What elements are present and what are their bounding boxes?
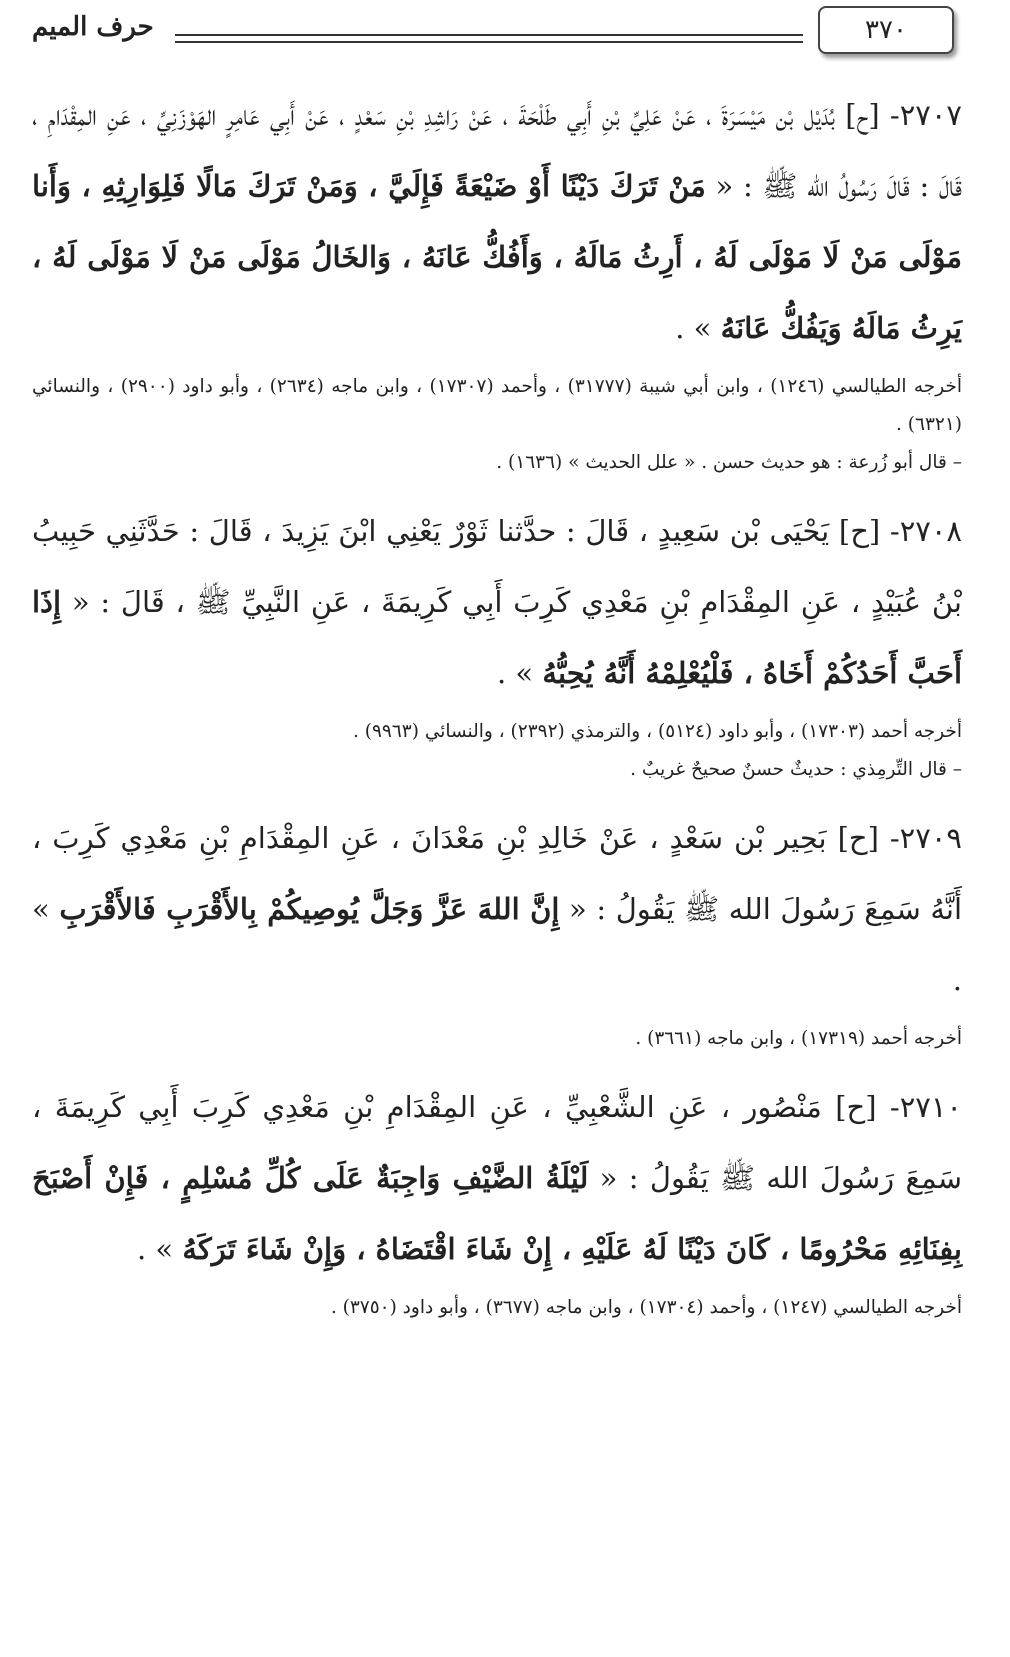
- hadith-end: » .: [675, 311, 712, 345]
- grading-note: – قال التِّرمِذي : حديثٌ حسنٌ صحيحٌ غريبٌ .: [630, 759, 962, 780]
- hadith-matn: لَيْلَةُ الضَّيْفِ وَاجِبَةٌ عَلَى كُلِّ مُسْلِمٍ ، فَإِنْ أَصْبَحَ بِفِنَائِهِ مَحْرُومًا ، كَانَ دَيْنًا لَهُ عَلَيْهِ ، إِنْ شَاءَ اقْتَضَاهُ ، وَإِنْ شَاءَ تَرَكَهُ: [32, 1161, 962, 1266]
- hadith-number: ٢٧٠٨- [ح]: [838, 514, 962, 548]
- hadith-number: ٢٧٠٧- [ح]: [845, 98, 962, 132]
- hadith-text: [32, 496, 962, 709]
- chapter-title: حرف الميم: [32, 12, 154, 42]
- header-rule-top: [175, 34, 803, 36]
- hadith-isnad: يَحْيَى بْن سَعِيدٍ ، قَالَ : حدَّثنا ثَوْرٌ يَعْنِي ابْنَ يَزِيدَ ، قَالَ : حَدَّثَنِي حَبِيبُ بْنُ عُبَيْدٍ ، عَنِ المِقْدَامِ بْنِ مَعْدِي كَرِبَ أَبِي كَرِيمَةَ ، عَنِ النَّبِيِّ ﷺ ، قَالَ : «: [32, 514, 963, 619]
- takhrij: أخرجه أحمد (١٧٣٠٣) ، وأبو داود (٥١٢٤) ، والترمذي (٢٣٩٢) ، والنسائي (٩٩٦٣) .: [352, 721, 962, 742]
- hadith-text: [32, 1072, 962, 1285]
- hadith-entry: [32, 496, 962, 789]
- page-body: [32, 80, 962, 1341]
- hadith-entry: [32, 1072, 962, 1327]
- page-header: [0, 0, 1010, 62]
- hadith-entry: [32, 80, 962, 482]
- hadith-text: [32, 80, 962, 364]
- hadith-matn: إِنَّ اللهَ عَزَّ وَجَلَّ يُوصِيكُمْ بِالأَقْرَبِ فَالأَقْرَبِ: [59, 892, 560, 926]
- hadith-end: » .: [496, 656, 534, 690]
- hadith-matn: إِذَا أَحَبَّ أَحَدُكُمْ أَخَاهُ ، فَلْيُعْلِمْهُ أَنَّهُ يُحِبُّهُ: [32, 585, 962, 690]
- hadith-matn: مَنْ تَرَكَ دَيْنًا أَوْ ضَيْعَةً فَإِلَيَّ ، وَمَنْ تَرَكَ مَالًا فَلِوَارِثِهِ ، وَأَنا مَوْلَى مَنْ لَا مَوْلَى لَهُ ، أَرِثُ مَالَهُ ، وَأَفُكُّ عَانَهُ ، وَالخَالُ مَوْلَى مَنْ لَا مَوْلَى لَهُ ، يَرِثُ مَالَهُ وَيَفُكُّ عَانَهُ: [32, 169, 962, 345]
- hadith-number: ٢٧٠٩- [ح]: [837, 821, 962, 855]
- hadith-entry: [32, 803, 962, 1058]
- takhrij: أخرجه الطيالسي (١٢٤٧) ، وأحمد (١٧٣٠٤) ، وابن ماجه (٣٦٧٧) ، وأبو داود (٣٧٥٠) .: [330, 1297, 962, 1318]
- header-rule-bottom: [175, 41, 803, 43]
- takhrij: أخرجه أحمد (١٧٣١٩) ، وابن ماجه (٣٦٦١) .: [635, 1028, 962, 1049]
- takhrij: أخرجه الطيالسي (١٢٤٦) ، وابن أبي شيبة (٣١٧٧٧) ، وأحمد (١٧٣٠٧) ، وابن ماجه (٢٦٣٤) ، وأبو داود (٢٩٠٠) ، والنسائي (٦٣٢١) .: [32, 376, 962, 435]
- hadith-end: » .: [32, 892, 962, 997]
- hadith-isnad: بُدَيْل بْن مَيْسَرَةَ ، عَنْ عَلِيِّ بْنِ أَبِي طَلْحَةَ ، عَنْ رَاشِدِ بْنِ سَعْدٍ ، عَنْ أَبِي عَامِرٍ الهَوْزَنِيِّ ، عَنِ المِقْدَامِ ، قَالَ : قَالَ رَسُولُ الله ﷺ : «: [32, 98, 962, 203]
- hadith-number: ٢٧١٠- [ح]: [835, 1090, 963, 1124]
- grading-note: – قال أبو زُرعة : هو حديث حسن . « علل الحديث » (١٦٣٦) .: [496, 452, 962, 473]
- hadith-isnad: مَنْصُور ، عَنِ الشَّعْبِيِّ ، عَنِ المِقْدَامِ بْنِ مَعْدِي كَرِبَ أَبِي كَرِيمَةَ ، سَمِعَ رَسُولَ الله ﷺ يَقُولُ : «: [32, 1090, 963, 1195]
- hadith-isnad: بَحِير بْن سَعْدٍ ، عَنْ خَالِدِ بْنِ مَعْدَانَ ، عَنِ المِقْدَامِ بْنِ مَعْدِي كَرِبَ ، أَنَّهُ سَمِعَ رَسُولَ الله ﷺ يَقُولُ : «: [32, 821, 963, 926]
- page-number: ٣٧٠: [818, 6, 954, 54]
- hadith-text: [32, 803, 962, 1016]
- hadith-end: » .: [136, 1232, 174, 1266]
